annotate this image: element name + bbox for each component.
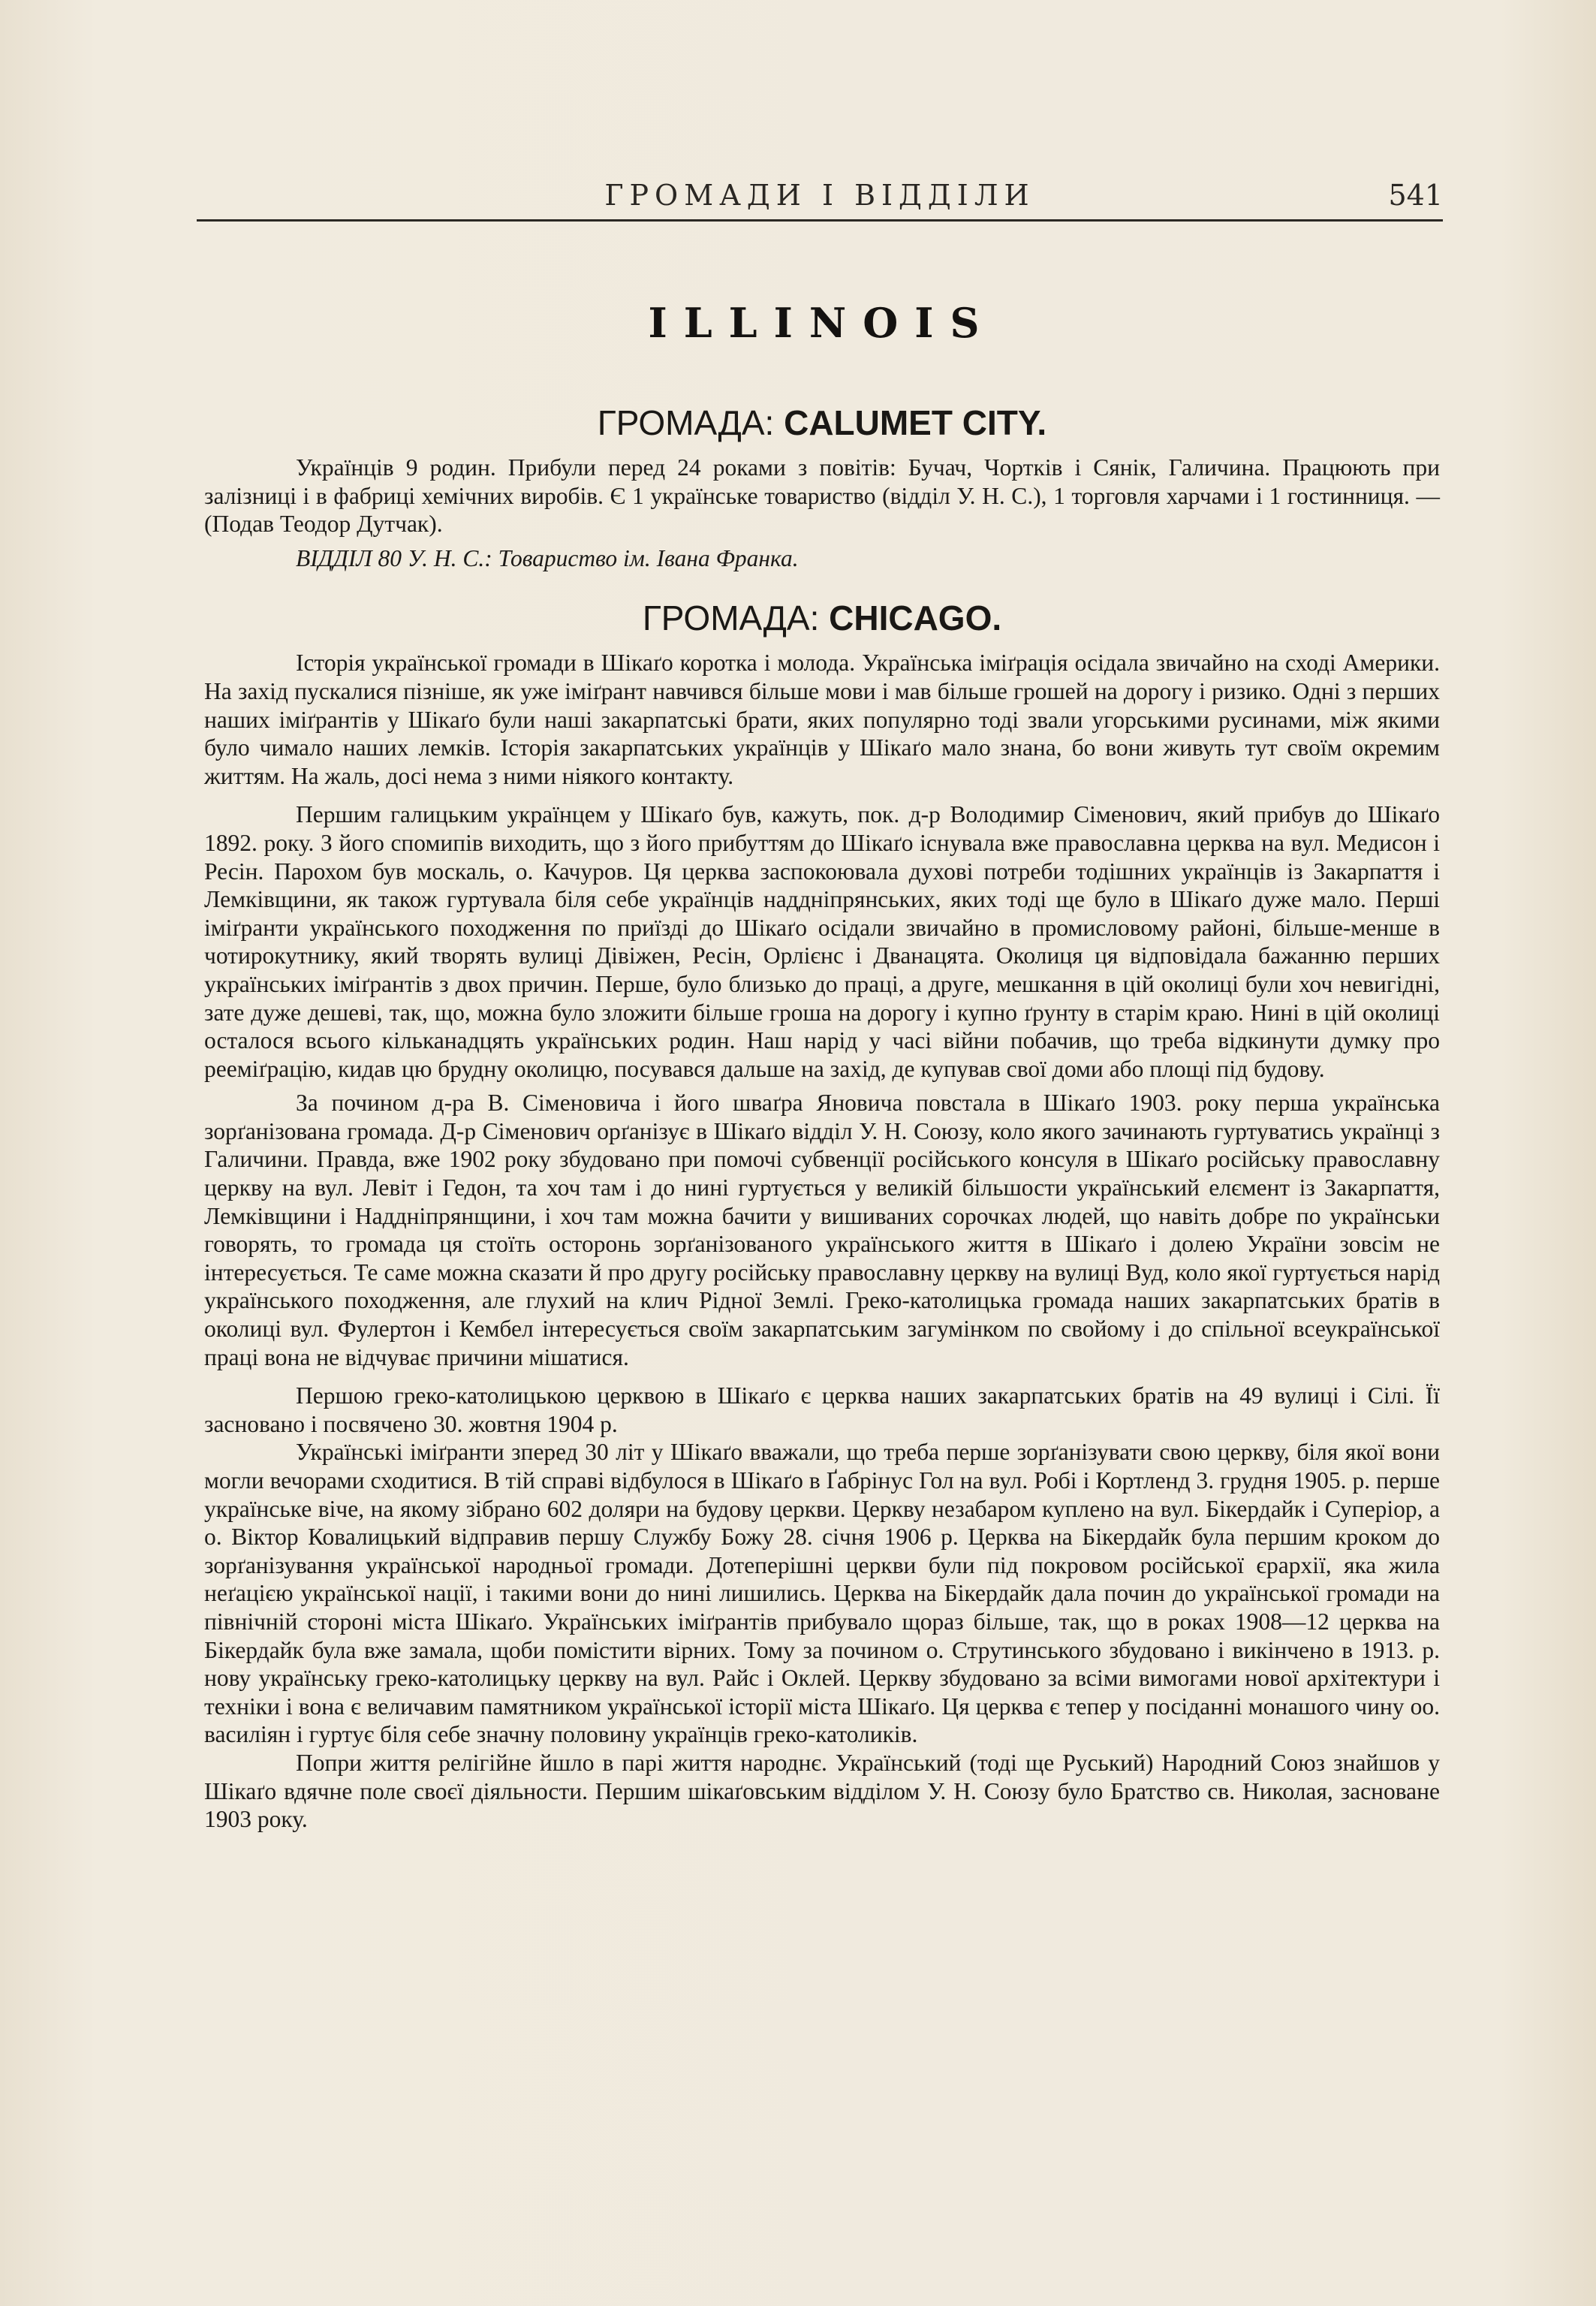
paragraph: За почином д-ра В. Сіменовича і його шваґра Яновича повстала в Шікаґо 1903. року перша українська зорґанізована громада. Д-р Сіменович орґанізує в Шікаґо відділ У. Н. Союзу, коло якого зачинають гуртуватись українці з Галичини. Правда, вже 1902 року збудовано при помочі субвенції російського консуля в Шікаґо російську православну церкву на вул. Левіт і Гедон, та хоч там і до нині гуртується у великій більшости український елємент із Закарпаття, Лемківщини і Наддніпрянщини, і хоч там можна бачити у вишиваних сорочках людей, що навіть добре по українськи говорять, то громада ця стоїть осторонь зорґанізованого українського життя в Шікаґо і долею України зовсім не інтересується. Те саме можна сказати й про другу російську православну церкву на вулиці Вуд, коло якої гуртується нарід українського походження, але глухий на клич Рідної Землі. Греко-католицька громада наших закарпатських братів в околиці вул. Фулертон і Кембел інтересується своїм закарпатським загумінком по свойому і до спільної всеукраїнської праці вона не відчуває причини мішатися.	[204, 1090, 1440, 1370]
header-rule	[197, 219, 1443, 222]
section-heading-chicago	[204, 598, 1440, 638]
paragraph: Попри життя релігійне йшло в парі життя народнє. Український (тоді ще Руський) Народний Союз знайшов у Шікаґо вдячне поле своєї діяльности. Першим шікаґовським відділом У. Н. Союзу було Братство св. Николая, засноване 1903 року.	[204, 1749, 1440, 1833]
section-place: CHICAGO.	[829, 598, 1002, 638]
branch-note: ВІДДІЛ 80 У. Н. С.: Товариство ім. Івана Франка.	[296, 544, 799, 571]
paragraph: Українців 9 родин. Прибули перед 24 роками з повітів: Бучач, Чортків і Сянік, Галичина. Працюють при залізниці і в фабриці хемічних виробів. Є 1 українське товариство (відділ У. Н. С.), 1 торговля харчами і 1 гостинниця. — (Подав Теодор Дутчак).	[204, 454, 1440, 538]
section-place: CALUMET CITY.	[784, 403, 1047, 442]
section-heading-calumet-city	[204, 402, 1440, 443]
paragraph: Першим галицьким українцем у Шікаґо був, кажуть, пок. д-р Володимир Сіменович, який прибув до Шікаґо 1892. року. З його спомипів виходить, що з його прибуттям до Шікаґо існувала вже православна церква на вул. Медисон і Ресін. Парохом був москаль, о. Качуров. Ця церква заспокоювала духові потреби тодішних українців із Закарпаття і Лемківщини, як також гуртувала біля себе українців наддніпрянських, яких тоді ще було в Шікаґо дуже мало. Перші іміґранти українського походження по приїзді до Шікаґо осідали звичайно в промисловому районі, більше-менше в чотирокутнику, який творять вулиці Дівіжен, Ресін, Орлієнс і Дванацята. Околиця ця відповідала бажанню перших українських іміґрантів з двох причин. Перше, було близько до праці, а друге, мешкання в цій околиці були хоч невигідні, зате дуже дешеві, так, що, можна було зложити більше гроша на дорогу і купно ґрунту в старім краю. Нині в цій околиці осталося всього кільканадцять українських родин. Наш нарід у часі війни побачив, що треба відкинути думку про рееміґрацію, кидав цю брудну околицю, посувався дальше на захід, де купував свої доми або площі під будову.	[204, 801, 1440, 1082]
section-prefix: ГРОМАДА:	[597, 403, 775, 442]
page-number: 541	[1388, 179, 1443, 212]
running-title: ГРОМАДИ І ВІДДІЛИ	[604, 179, 1035, 212]
paragraph: Першою греко-католицькою церквою в Шікаґо є церква наших закарпатських братів на 49 вулиці і Сілі. Її засновано і посвячено 30. жовтня 1904 р.	[204, 1382, 1440, 1437]
page-content	[204, 299, 1440, 1834]
running-head	[197, 179, 1443, 224]
state-title: ILLINOIS	[648, 299, 996, 347]
paragraph: Історія української громади в Шікаґо коротка і молода. Українська іміґрація осідала звичайно на сході Америки. На захід пускалися пізніше, як уже іміґрант навчився більше мови і мав більше грошей на дорогу і ризико. Одні з перших наших іміґрантів у Шікаґо були наші закарпатські брати, яких популярно тоді звали угорськими русинами, між якими було чимало наших лемків. Історія закарпатських українців у Шікаґо мало знана, бо вони живуть тут своїм окремим життям. На жаль, досі нема з ними ніякого контакту.	[204, 650, 1440, 789]
section-prefix: ГРОМАДА:	[642, 598, 820, 638]
paragraph: Українські іміґранти зперед 30 літ у Шікаґо вважали, що треба перше зорґанізувати свою церкву, біля якої вони могли вечорами сходитися. В тій справі відбулося в Шікаґо в Ґабрінус Гол на вул. Робі і Кортленд 3. грудня 1905. р. перше українське віче, на якому зібрано 602 доляри на будову церкви. Церкву незабаром куплено на вул. Бікердайк і Суперіор, а о. Віктор Ковалицький відправив першу Службу Божу 28. січня 1906 р. Церква на Бікердайк була першим кроком до зорґанізування української народньої громади. Дотеперішні церкви були під покровом російської єрархії, яка жила неґацією української нації, і такими вони до нині лишились. Церква на Бікердайк дала почин до української громади на північній стороні міста Шікаґо. Українських іміґрантів прибувало щораз більше, так, що в роках 1908—12 церква на Бікердайк була вже замала, щоби помістити вірних. Тому за почином о. Струтинського збудовано і викінчено в 1913. р. нову українську греко-католицьку церкву на вул. Райс і Оклей. Церкву збудовано за всіми вимогами нової архітектури і техніки і вона є величавим памятником української історії міста Шікаґо. Ця церква є тепер у посіданні монашого чину оо. василіян і гуртує біля себе значну половину українців греко-католиків.	[204, 1439, 1440, 1748]
